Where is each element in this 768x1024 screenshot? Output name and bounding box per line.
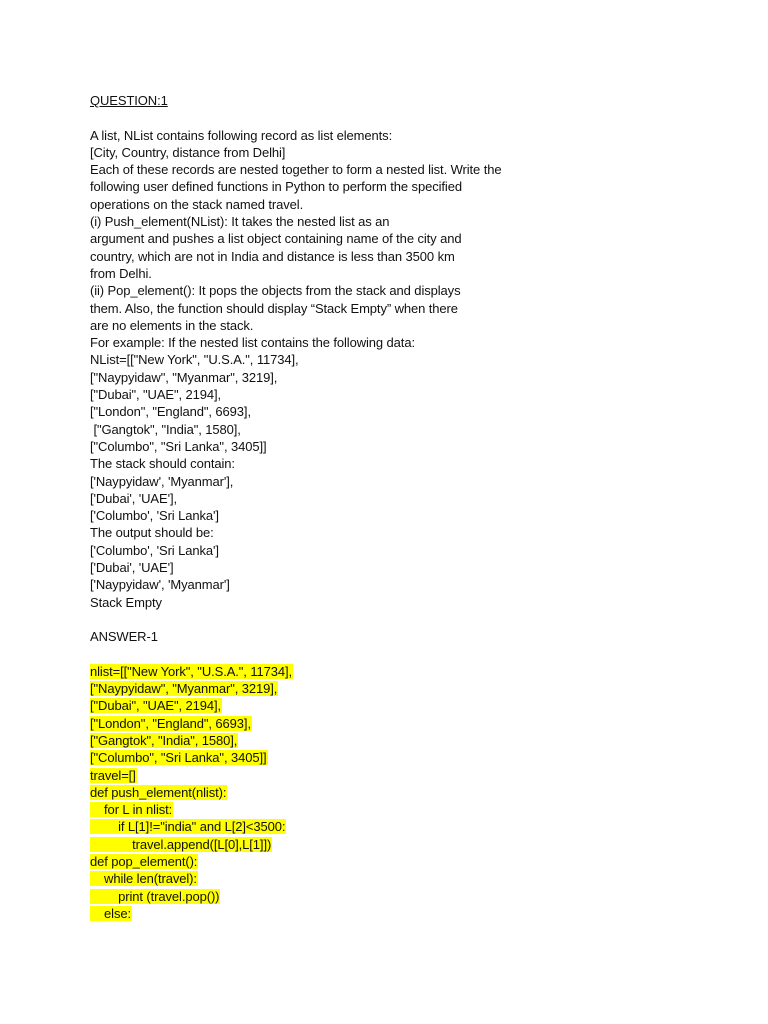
code-line xyxy=(90,767,730,784)
question-line: ['Dubai', 'UAE'] xyxy=(90,560,174,576)
code-line xyxy=(90,663,730,680)
question-line: ["Gangtok", "India", 1580], xyxy=(90,421,241,437)
code-line xyxy=(90,732,730,749)
question-line: (i) Push_element(NList): It takes the nested list as an xyxy=(90,214,390,230)
code-line xyxy=(90,680,730,697)
highlighted-code: def push_element(nlist): xyxy=(90,784,227,800)
code-line xyxy=(90,801,730,818)
question-line: The stack should contain: xyxy=(90,456,235,472)
question-line: are no elements in the stack. xyxy=(90,317,254,333)
question-line: [City, Country, distance from Delhi] xyxy=(90,144,286,160)
question-line: ["Columbo", "Sri Lanka", 3405]] xyxy=(90,438,267,454)
question-line: operations on the stack named travel. xyxy=(90,196,304,212)
question-line: ["Dubai", "UAE", 2194], xyxy=(90,387,222,403)
code-line xyxy=(90,715,730,732)
question-line: The output should be: xyxy=(90,525,214,541)
highlighted-code: while len(travel): xyxy=(90,871,197,887)
answer-heading: ANSWER-1 xyxy=(90,629,158,645)
question-line: Stack Empty xyxy=(90,594,162,610)
code-line xyxy=(90,836,730,853)
question-line: (ii) Pop_element(): It pops the objects from the stack and displays xyxy=(90,283,461,299)
spacer xyxy=(90,611,730,628)
code-line xyxy=(90,784,730,801)
code-line xyxy=(90,853,730,870)
answer-code-block xyxy=(90,663,730,922)
question-line: For example: If the nested list contains the following data: xyxy=(90,335,415,351)
question-line: ['Naypyidaw', 'Myanmar'] xyxy=(90,577,230,593)
question-line: ['Columbo', 'Sri Lanka'] xyxy=(90,542,219,558)
highlighted-code: nlist=[["New York", "U.S.A.", 11734], xyxy=(90,663,293,679)
question-line: ['Naypyidaw', 'Myanmar'], xyxy=(90,473,234,489)
question-heading: QUESTION:1 xyxy=(90,93,168,108)
highlighted-code: for L in nlist: xyxy=(90,802,173,818)
highlighted-code: ["Dubai", "UAE", 2194], xyxy=(90,698,222,714)
code-line xyxy=(90,818,730,835)
highlighted-code: ["London", "England", 6693], xyxy=(90,715,251,731)
question-line: A list, NList contains following record as list elements: xyxy=(90,127,393,143)
question-line: country, which are not in India and distance is less than 3500 km xyxy=(90,248,455,264)
code-line xyxy=(90,697,730,714)
highlighted-code: print (travel.pop()) xyxy=(90,888,220,904)
question-line: ['Columbo', 'Sri Lanka'] xyxy=(90,508,219,524)
code-line xyxy=(90,888,730,905)
question-line: argument and pushes a list object containing name of the city and xyxy=(90,231,462,247)
highlighted-code: travel=[] xyxy=(90,767,136,783)
code-line xyxy=(90,870,730,887)
question-line: ["Naypyidaw", "Myanmar", 3219], xyxy=(90,369,278,385)
document-content xyxy=(90,92,730,922)
spacer xyxy=(90,109,730,126)
code-line xyxy=(90,749,730,766)
highlighted-code: def pop_element(): xyxy=(90,854,198,870)
highlighted-code: else: xyxy=(90,905,132,921)
question-line: ['Dubai', 'UAE'], xyxy=(90,490,177,506)
question-line: Each of these records are nested together to form a nested list. Write the xyxy=(90,162,502,178)
highlighted-code: ["Naypyidaw", "Myanmar", 3219], xyxy=(90,681,278,697)
question-body xyxy=(90,127,730,611)
highlighted-code: ["Columbo", "Sri Lanka", 3405]] xyxy=(90,750,267,766)
question-line: following user defined functions in Python to perform the specified xyxy=(90,179,462,195)
highlighted-code: ["Gangtok", "India", 1580], xyxy=(90,732,238,748)
question-line: them. Also, the function should display “Stack Empty” when there xyxy=(90,300,458,316)
question-line: from Delhi. xyxy=(90,265,152,281)
question-line: ["London", "England", 6693], xyxy=(90,404,251,420)
highlighted-code: travel.append([L[0],L[1]]) xyxy=(90,836,272,852)
code-line xyxy=(90,905,730,922)
question-line: NList=[["New York", "U.S.A.", 11734], xyxy=(90,352,299,368)
highlighted-code: if L[1]!="india" and L[2]<3500: xyxy=(90,819,286,835)
